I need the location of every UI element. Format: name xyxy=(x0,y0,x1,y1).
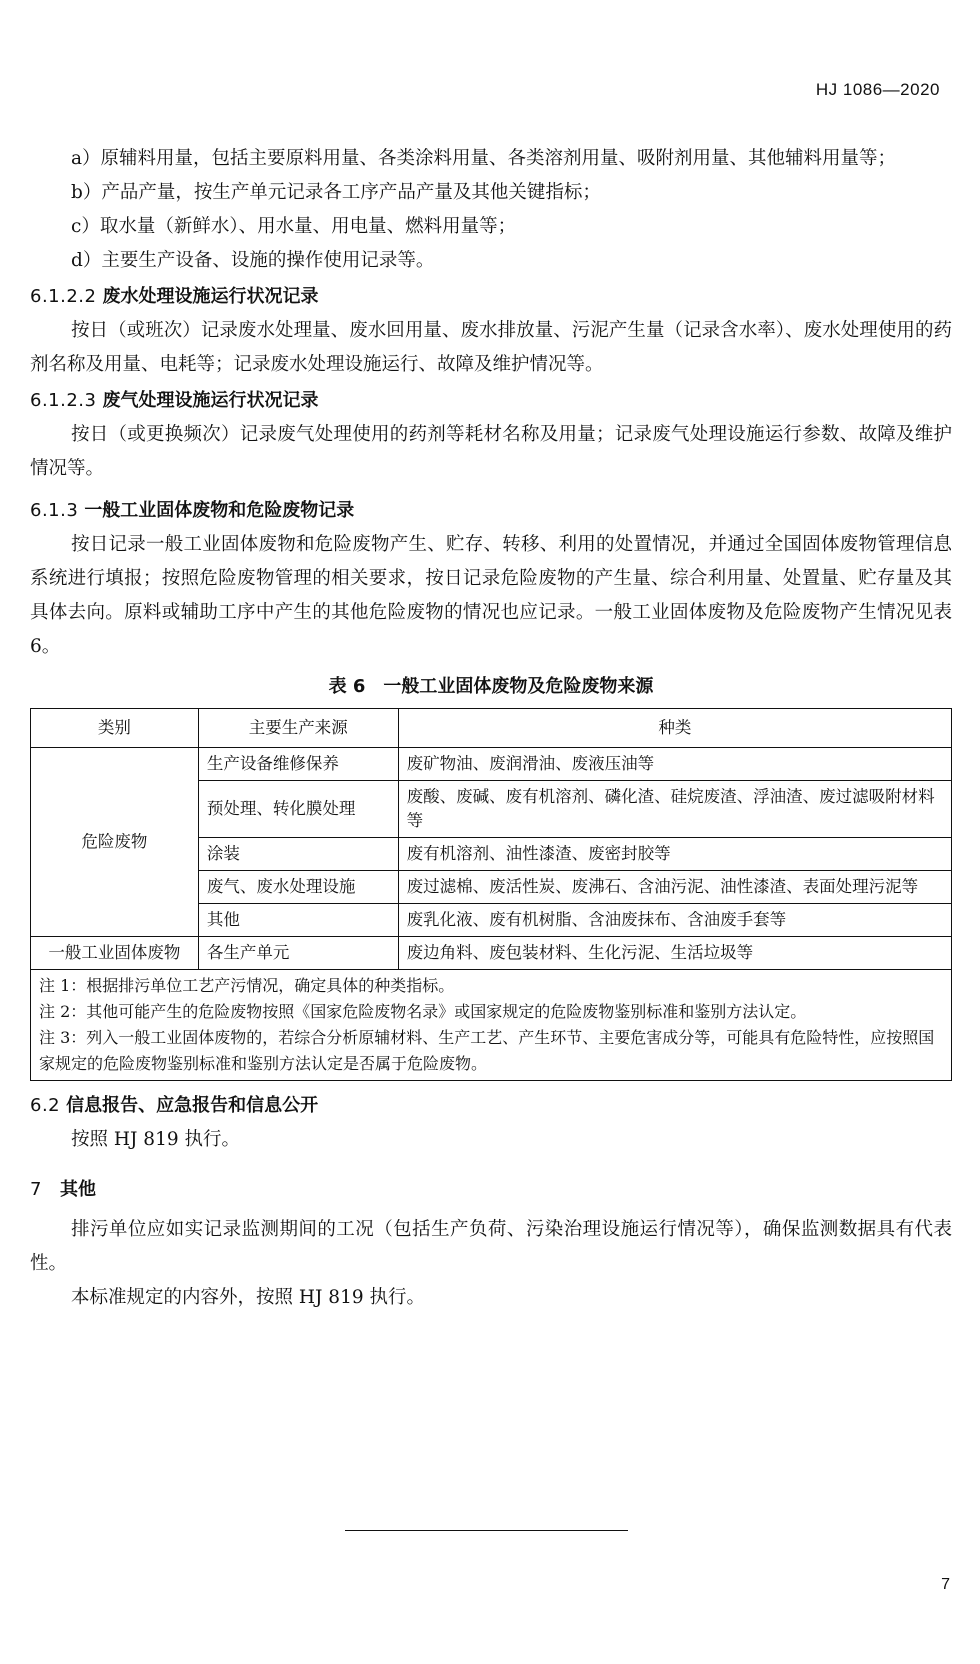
category-cell-hazardous: 危险废物 xyxy=(31,748,199,937)
type-cell: 废有机溶剂、油性漆渣、废密封胶等 xyxy=(398,838,951,871)
end-rule xyxy=(345,1530,628,1531)
type-cell: 废酸、废碱、废有机溶剂、磷化渣、硅烷废渣、浮油渣、废过滤吸附材料等 xyxy=(398,781,951,838)
source-cell: 其他 xyxy=(198,904,398,937)
source-cell: 预处理、转化膜处理 xyxy=(198,781,398,838)
section-body-6-2: 按照 HJ 819 执行。 xyxy=(71,1129,241,1150)
type-cell: 废乳化液、废有机树脂、含油废抹布、含油废手套等 xyxy=(398,904,951,937)
column-header-category: 类别 xyxy=(31,709,199,748)
source-cell: 生产设备维修保养 xyxy=(198,748,398,781)
section-number: 6.1.2.3 xyxy=(30,390,97,411)
section-heading-6-1-3 xyxy=(30,492,952,528)
section-heading-7 xyxy=(30,1171,952,1207)
section-number: 7 xyxy=(30,1179,42,1200)
source-cell: 废气、废水处理设施 xyxy=(198,871,398,904)
page-content xyxy=(30,142,952,1315)
section-title: 信息报告、应急报告和信息公开 xyxy=(66,1095,319,1116)
type-cell: 废过滤棉、废活性炭、废沸石、含油污泥、油性漆渣、表面处理污泥等 xyxy=(398,871,951,904)
section-heading-6-1-2-2 xyxy=(30,278,952,314)
table-row xyxy=(31,937,952,970)
table-notes xyxy=(31,970,952,1081)
list-item-c: c）取水量（新鲜水）、用水量、用电量、燃料用量等； xyxy=(71,216,517,237)
list-item-d: d）主要生产设备、设施的操作使用记录等。 xyxy=(71,250,435,271)
document-code: HJ 1086—2020 xyxy=(815,80,940,99)
source-cell: 涂装 xyxy=(198,838,398,871)
table-row xyxy=(31,748,952,781)
table-note-2: 注 2：其他可能产生的危险废物按照《国家危险废物名录》或国家规定的危险废物鉴别标准和鉴别方法认定。 xyxy=(39,1002,807,1021)
type-cell: 废矿物油、废润滑油、废液压油等 xyxy=(398,748,951,781)
category-cell-general: 一般工业固体废物 xyxy=(31,937,199,970)
section-body-7-paragraph-1: 排污单位应如实记录监测期间的工况（包括生产负荷、污染治理设施运行情况等），确保监测数据具有代表性。 xyxy=(30,1219,952,1274)
section-title: 废气处理设施运行状况记录 xyxy=(102,390,319,411)
section-heading-6-1-2-3 xyxy=(30,382,952,418)
table-note-3: 注 3：列入一般工业固体废物的，若综合分析原辅材料、生产工艺、产生环节、主要危害成分等，可能具有危险特性，应按照国家规定的危险废物鉴别标准和鉴别方法认定是否属于危险废物。 xyxy=(39,1028,935,1073)
table-notes-row xyxy=(31,970,952,1081)
type-cell: 废边角料、废包装材料、生化污泥、生活垃圾等 xyxy=(398,937,951,970)
section-title: 其他 xyxy=(59,1179,96,1200)
section-heading-6-2 xyxy=(30,1087,952,1123)
section-body-7-paragraph-2: 本标准规定的内容外，按照 HJ 819 执行。 xyxy=(71,1287,426,1308)
section-title: 一般工业固体废物和危险废物记录 xyxy=(84,500,355,521)
section-body-6-1-2-2: 按日（或班次）记录废水处理量、废水回用量、废水排放量、污泥产生量（记录含水率）、废水处理使用的药剂名称及用量、电耗等；记录废水处理设施运行、故障及维护情况等。 xyxy=(30,320,952,375)
waste-source-table xyxy=(30,708,952,1081)
section-number: 6.1.2.2 xyxy=(30,286,97,307)
table-header-row xyxy=(31,709,952,748)
source-cell: 各生产单元 xyxy=(198,937,398,970)
list-item-a: a）原辅料用量，包括主要原料用量、各类涂料用量、各类溶剂用量、吸附剂用量、其他辅料用量等； xyxy=(71,148,897,169)
section-number: 6.1.3 xyxy=(30,500,79,521)
list-item-b: b）产品产量，按生产单元记录各工序产品产量及其他关键指标； xyxy=(71,182,601,203)
page-number: 7 xyxy=(941,1576,950,1593)
table-caption: 表 6 一般工业固体废物及危险废物来源 xyxy=(328,676,654,697)
column-header-type: 种类 xyxy=(398,709,951,748)
section-body-6-1-2-3: 按日（或更换频次）记录废气处理使用的药剂等耗材名称及用量；记录废气处理设施运行参数、故障及维护情况等。 xyxy=(30,424,952,479)
section-title: 废水处理设施运行状况记录 xyxy=(102,286,319,307)
table-note-1: 注 1：根据排污单位工艺产污情况，确定具体的种类指标。 xyxy=(39,976,455,995)
section-number: 6.2 xyxy=(30,1095,61,1116)
column-header-source: 主要生产来源 xyxy=(198,709,398,748)
section-body-6-1-3: 按日记录一般工业固体废物和危险废物产生、贮存、转移、利用的处置情况，并通过全国固体废物管理信息系统进行填报；按照危险废物管理的相关要求，按日记录危险废物的产生量、综合利用量、处置量、贮存量及其具体去向。原料或辅助工序中产生的其他危险废物的情况也应记录。一般工业固体废物及危险废物产生情况见表 6。 xyxy=(30,534,952,657)
